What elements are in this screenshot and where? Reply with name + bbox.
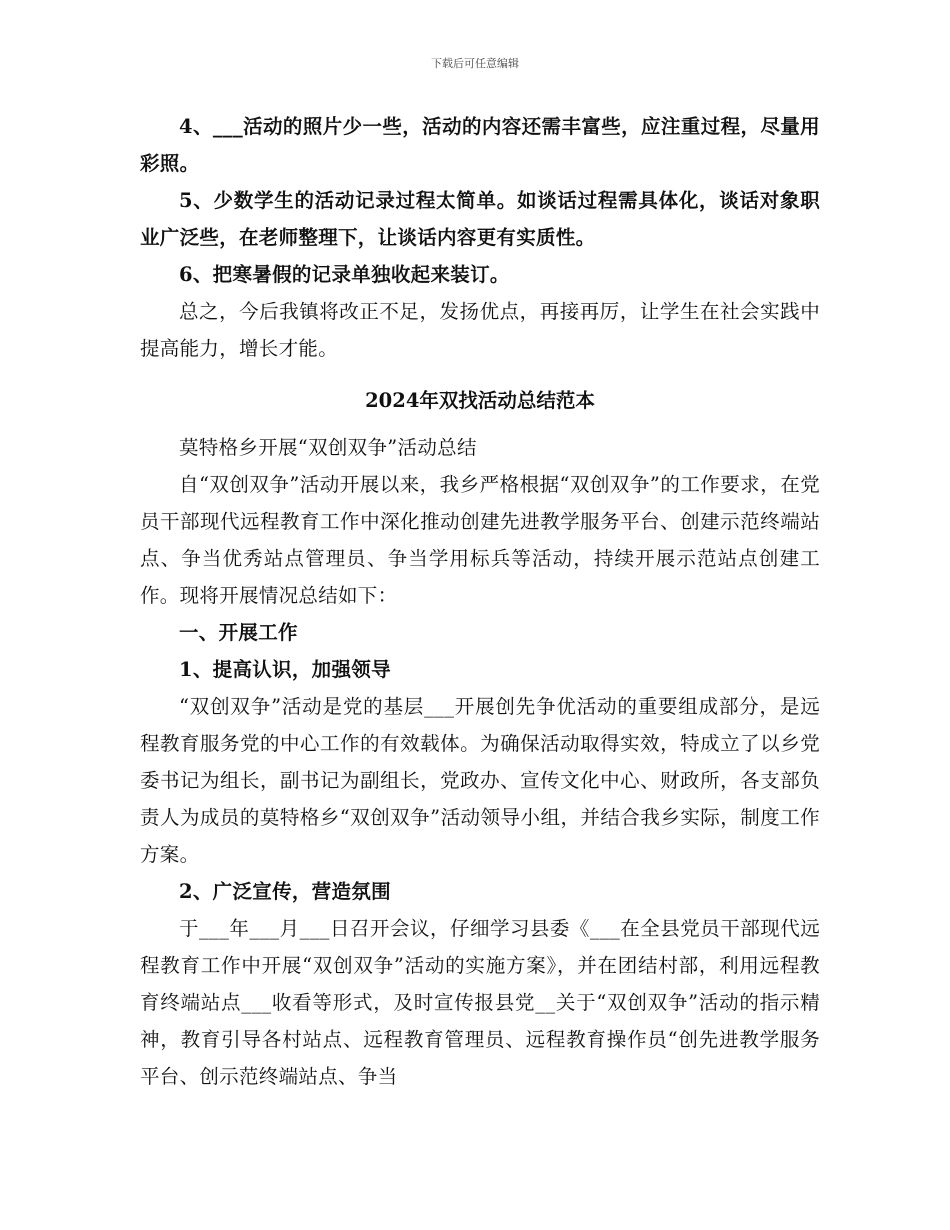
- heading-level-1: 一、开展工作: [179, 621, 298, 644]
- paragraph-item-6: 6、把寒暑假的记录单独收起来装订。: [179, 263, 510, 286]
- heading-1-2: 2、广泛宣传，营造氛围: [179, 880, 391, 903]
- heading-1-1: 1、提高认识，加强领导: [179, 658, 391, 681]
- header-note: 下载后可任意编辑: [431, 57, 519, 70]
- section-intro: 自“双创双争”活动开展以来，我乡严格根据“双创双争”的工作要求，在党员干部现代远程教育工作中深化推动创建先进教学服务平台、创建示范终端站点、争当优秀站点管理员、争当学用标兵等活动，持续开展示范站点创建工作。现将开展情况总结如下：: [140, 473, 820, 607]
- paragraph-conclusion: 总之，今后我镇将改正不足，发扬优点，再接再厉，让学生在社会实践中提高能力，增长才能。: [140, 300, 820, 360]
- paragraph-item-4: 4、___活动的照片少一些，活动的内容还需丰富些，应注重过程，尽量用彩照。: [140, 115, 820, 175]
- paragraph-item-5: 5、少数学生的活动记录过程太简单。如谈话过程需具体化，谈话对象职业广泛些，在老师整理下，让谈话内容更有实质性。: [140, 189, 820, 249]
- section-title: 2024年双找活动总结范本: [365, 389, 595, 412]
- paragraph-leadership: “双创双争”活动是党的基层___开展创先争优活动的重要组成部分，是远程教育服务党的中心工作的有效载体。为确保活动取得实效，特成立了以乡党委书记为组长，副书记为副组长，党政办、宣传文化中心、财政所，各支部负责人为成员的莫特格乡“双创双争”活动领导小组，并结合我乡实际，制度工作方案。: [140, 695, 820, 866]
- document-body: [140, 108, 820, 1095]
- section-subtitle: 莫特格乡开展“双创双争”活动总结: [179, 436, 477, 459]
- paragraph-publicity: 于___年___月___日召开会议，仔细学习县委《___在全县党员干部现代远程教育工作中开展“双创双争”活动的实施方案》，并在团结村部，利用远程教育终端站点___收看等形式，及时宣传报县党__关于“双创双争”活动的指示精神，教育引导各村站点、远程教育管理员、远程教育操作员“创先进教学服务平台、创示范终端站点、争当: [140, 917, 820, 1088]
